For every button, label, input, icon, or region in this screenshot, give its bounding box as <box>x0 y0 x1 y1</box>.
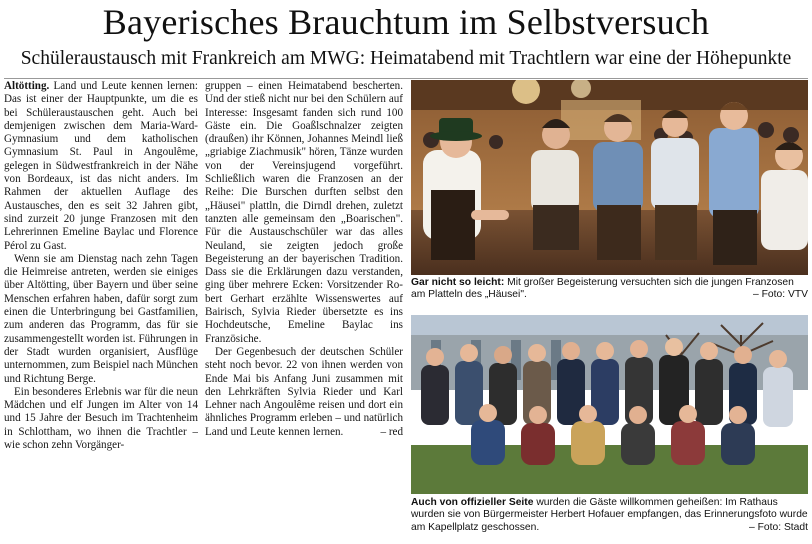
article-column-1 <box>4 80 198 542</box>
paragraph-text: Land und Leute kennen lernen: Das ist einer der Hauptpunkte, um die es bei Schüleraustauschen geht. Auch bei demjenigen zwischen dem Maria-Ward-Gymnasium und dem katholischen Gymnasium St. Paul in Angoulême, gelegen in Südwestfrankreich in der Nähe von Bordeaux, ist das nicht anders. Im Rahmen der aktuellen Auflage des Austausches, den es seit 32 Jahren gibt, sind zurzeit 20 junge Franzosen mit den Lehrerinnen Emeline Baylac und Florence Pérol zu Gast. <box>4 80 198 252</box>
article-paragraph <box>205 346 403 439</box>
header-divider <box>4 78 808 79</box>
caption-text: Mit großer Begeisterung versuchten sich die jungen Franzosen am Platteln des „Häusei". <box>411 277 794 301</box>
photo1-caption <box>411 277 808 313</box>
dance-photo <box>411 80 808 275</box>
article-paragraph <box>4 80 198 253</box>
article-paragraph: Wenn sie am Dienstag nach zehn Tagen die Heimreise antreten, werden sie einiges über Altötting, über Bayern und über seine Menschen erfahren haben, dafür sorgt zum einen die Unterbringung bei Gastfamilien, zum anderen das Programm, das für sie zusammengestellt worden ist. Führungen in der Stadt wurden organisiert, Ausflüge unternommen, zum Beispiel nach München und Richtung Berge. <box>4 252 198 385</box>
dateline: Altötting. <box>4 80 50 92</box>
photo-credit: – Foto: VTV <box>753 289 808 301</box>
caption-lead: Gar nicht so leicht: <box>411 277 505 288</box>
group-photo <box>411 315 808 494</box>
article-column-2 <box>205 80 403 542</box>
paragraph-text: Der Gegenbesuch der deutschen Schüler steht noch bevor. 22 von ihnen werden von Ende Mai bis Anfang Juni zusammen mit den Lehrkräften Sylvia Rieder und Karl Lehner nach Angoulême reisen und dort ein ähnliches Programm erleben – und natürlich Land und Leute kennen lernen. <box>205 345 403 438</box>
caption-lead: Auch von offizieller Seite <box>411 497 534 508</box>
headline: Bayerisches Brauchtum im Selbstversuch <box>102 2 710 42</box>
photo2-caption <box>411 497 808 543</box>
subheadline: Schüleraustausch mit Frankreich am MWG: Heimatabend mit Trachtlern war eine der Höhepunkte <box>20 48 792 69</box>
caption-text: wurden die Gäste willkommen geheißen: Im Rathaus wurden sie von Bürgermeister Herbert Hofauer empfangen, das Erinnerungsfoto wurde am Kapellplatz geschossen. <box>411 497 808 533</box>
author-signature: – red <box>380 425 403 438</box>
photo-credit: – Foto: Stadt <box>749 521 808 533</box>
article-paragraph: gruppen – einen Heimatabend bescherten. Und der stieß nicht nur bei den Schülern auf Interesse: Insgesamt fanden sich rund 100 Gäste ein. Die Goaßlschnalzer zeigten (draußen) ihr Können, Johannes Meindl ließ „griabige Ziachmusik" hören, Tänze wurden von der Vereinsjugend vorgeführt. Schließlich waren die Franzosen an der Reihe: Die Burschen durften selbst den „Häusei" plattln, die Dirndl drehen, zuletzt tanzten alle gemeinsam den „Boarischen". Für die Austauschschüler war das alles Neuland, sie zeigten jedoch große Begeisterung an der bayerischen Tradition. Dass sie die Erklärungen dazu verstanden, ging über mehrere Ecken: Vorsitzender Robert Gerhart erzählte Wissenswertes auf Bairisch, Sylvia Rieder übersetzte es ins Hochdeutsche, Emeline Baylac ins Französiche. <box>205 80 403 345</box>
article-paragraph: Ein besonderes Erlebnis war für die neun Mädchen und elf Jungen im Alter von 14 und 15 Jahre der Besuch im Trachtenheim in Schlottham, wo ihnen die Trachtler – wie schon zehn Vorgänger- <box>4 385 198 452</box>
